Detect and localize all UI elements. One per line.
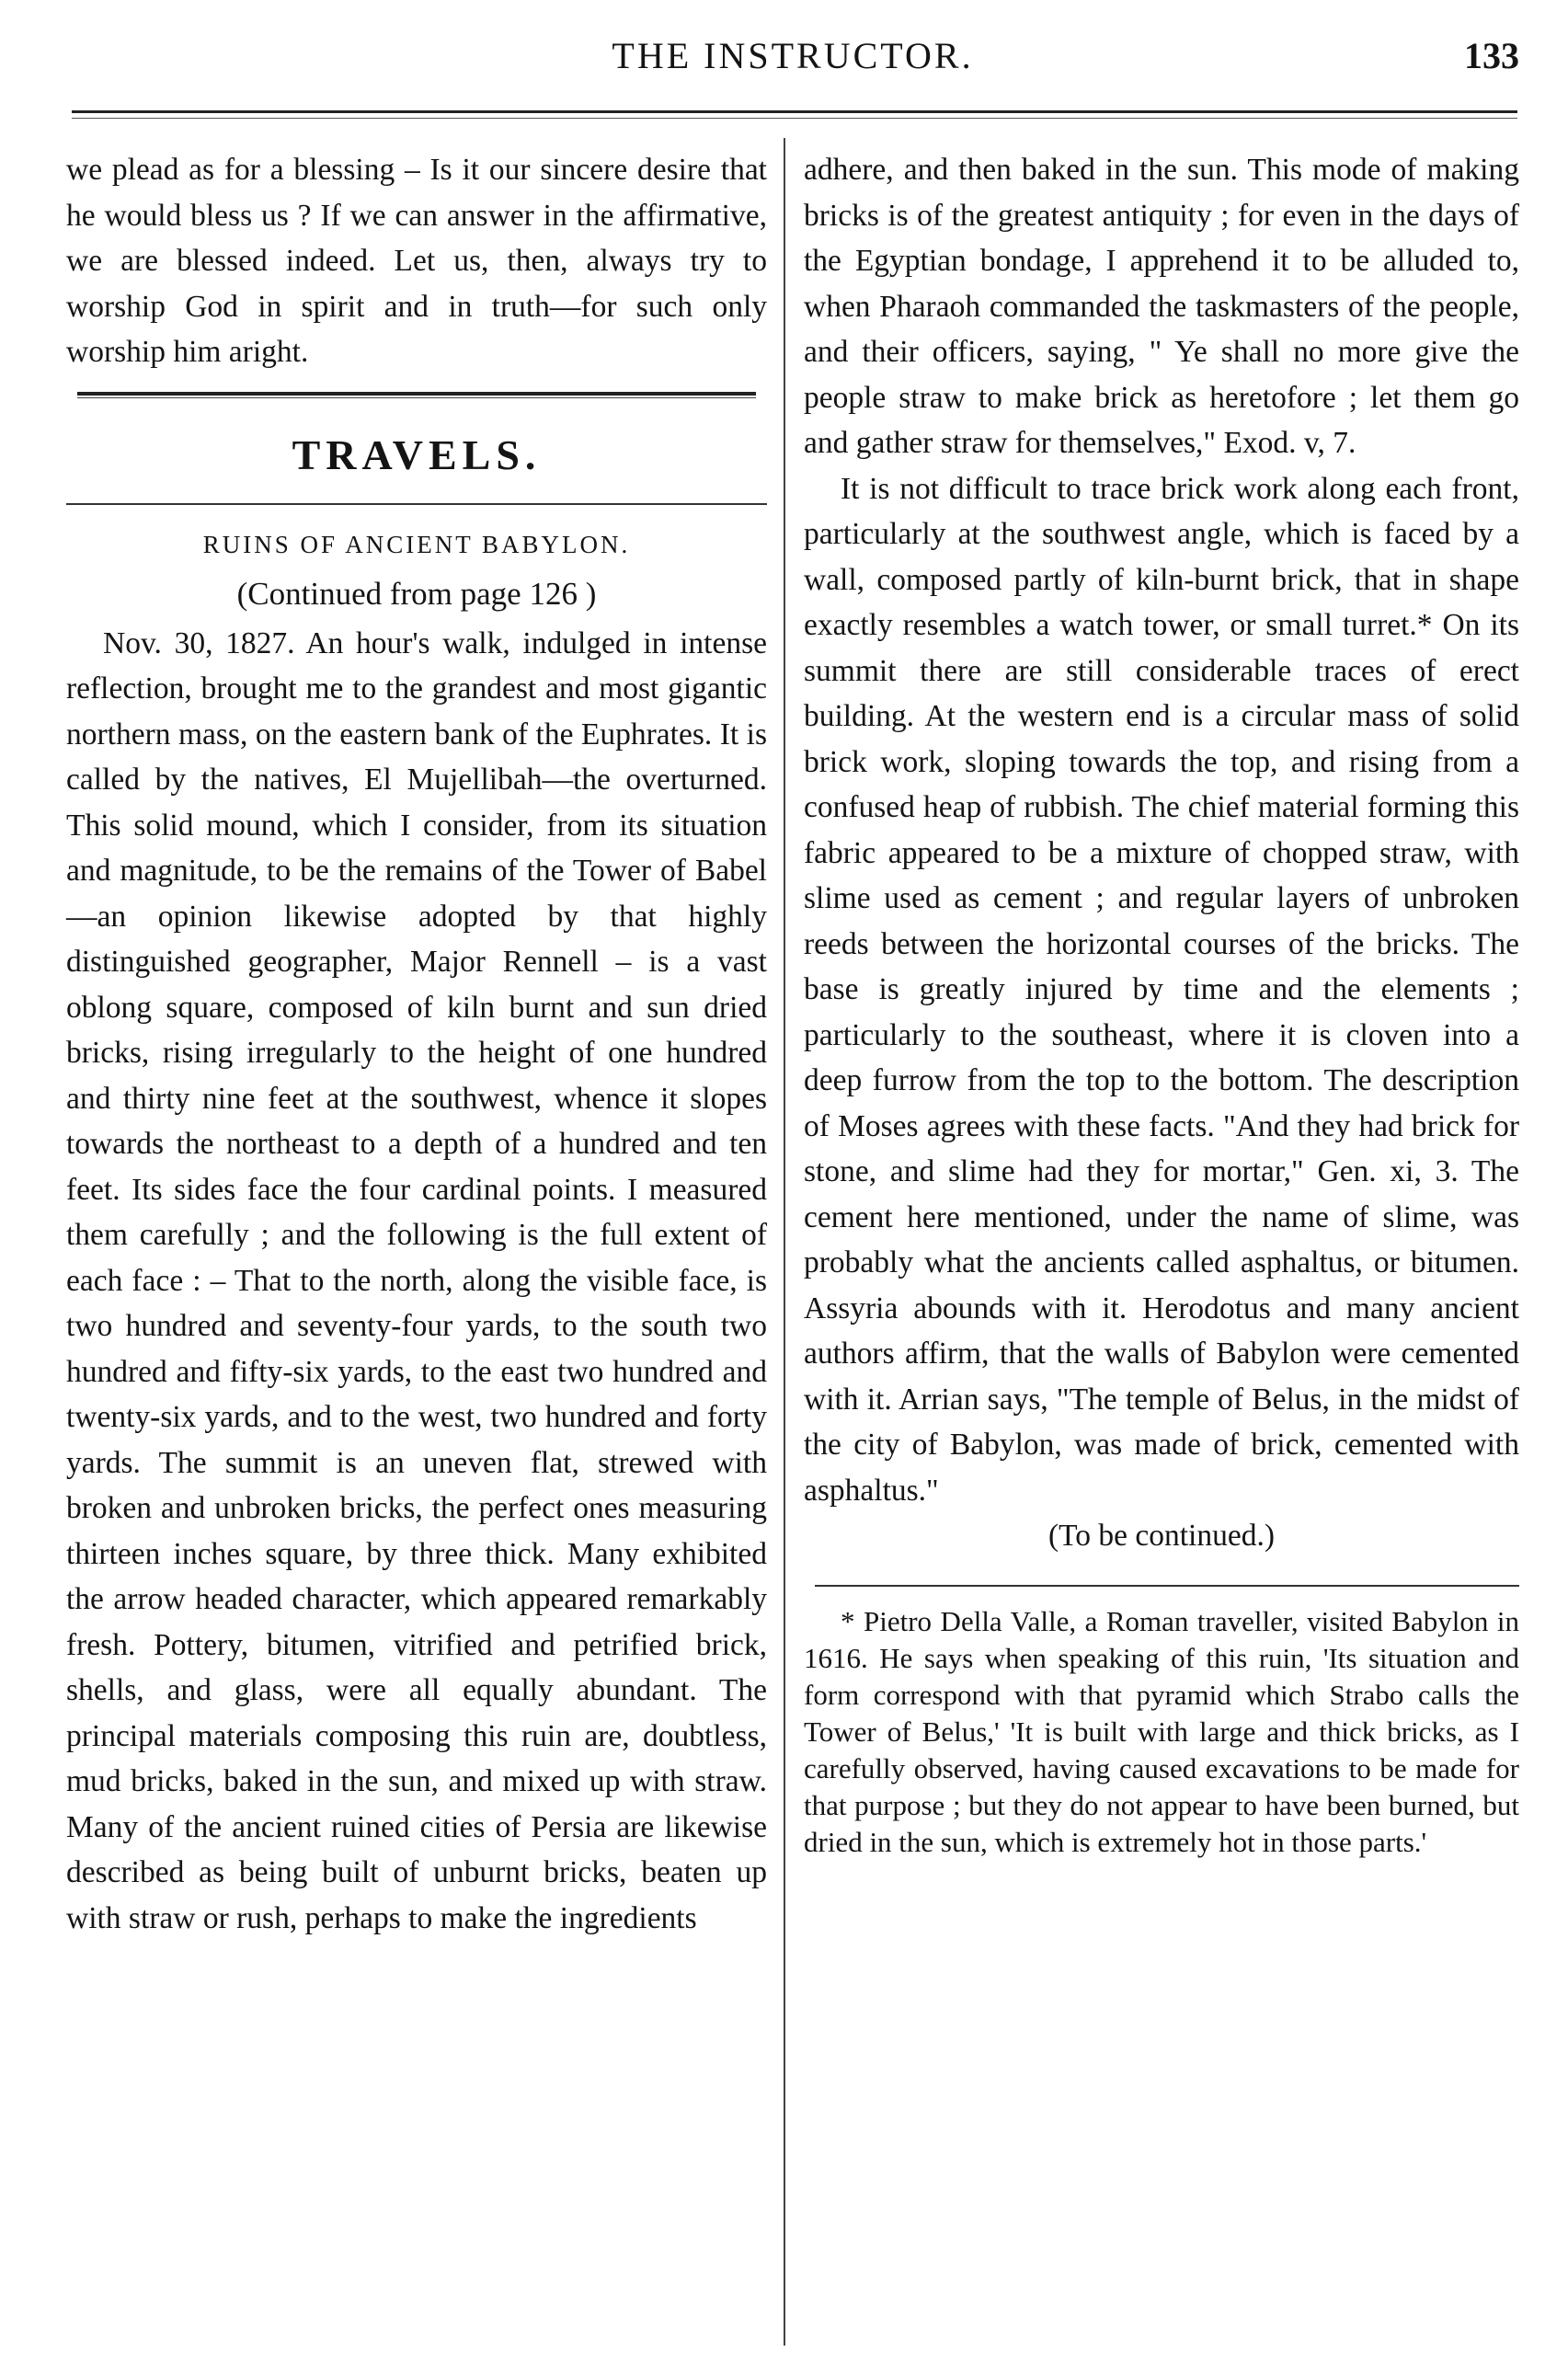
header-rule [72,110,1517,113]
page-header [66,33,1519,88]
page-number: 133 [1464,35,1519,76]
title-rule [66,503,767,505]
article-title: RUINS OF ANCIENT BABYLON. [202,530,631,558]
column-divider [784,138,785,2346]
running-head: THE INSTRUCTOR. [612,35,974,76]
section-title: TRAVELS. [292,430,542,478]
continued-note: (Continued from page 126 ) [236,575,597,612]
left-column [66,147,767,1941]
paragraph-continuation: adhere, and then baked in the sun. This mode of making bricks is of the greatest antiquity ; for even in the days of the Egyptian bondage, I apprehend it to be alluded to, when Pharaoh commanded the taskmasters of the people, and their officers, saying, " Ye shall no more give the people straw to make brick as heretofore ; let them go and gather straw for themselves," Exod. v, 7. [804,153,1519,460]
section-rule-thick [77,392,756,396]
footnote-rule [815,1585,1519,1587]
header-rule-thin [72,118,1517,119]
intro-paragraph: we plead as for a blessing – Is it our sincere desire that he would bless us ? If we can answer in the affirmative, we are blessed indeed. Let us, then, always try to worship God in spirit and in truth—for such only worship him aright. [66,153,767,369]
body-paragraph: Nov. 30, 1827. An hour's walk, indulged in intense reflection, brought me to the grandest and most gigantic northern mass, on the eastern bank of the Euphrates. It is called by the natives, El Mujellibah—the overturned. This solid mound, which I consider, from its situation and magnitude, to be the remains of the Tower of Babel—an opinion likewise adopted by that highly distinguished geographer, Major Rennell – is a vast oblong square, composed of kiln burnt and sun dried bricks, rising irregularly to the height of one hundred and thirty nine feet at the southwest, whence it slopes towards the northeast to a depth of a hundred and ten feet. Its sides face the four cardinal points. I measured them carefully ; and the following is the full extent of each face : – That to the north, along the visible face, is two hundred and seventy-four yards, to the south two hundred and fifty-six yards, to the east two hundred and twenty-six yards, and to the west, two hundred and forty yards. The summit is an uneven flat, strewed with broken and unbroken bricks, the perfect ones measuring thirteen inches square, by three thick. Many exhibited the arrow headed character, which appeared remarkably fresh. Pottery, bitumen, vitrified and petrified brick, shells, and glass, were all equally abundant. The principal materials composing this ruin are, doubtless, mud bricks, baked in the sun, and mixed up with straw. Many of the ancient ruined cities of Persia are likewise described as being built of unburnt bricks, beaten up with straw or rush, perhaps to make the ingredients [66,625,767,1935]
footnote: * Pietro Della Valle, a Roman traveller, visited Babylon in 1616. He says when speaking of this ruin, 'Its situation and form correspond with that pyramid which Strabo calls the Tower of Belus,' 'It is built with large and thick bricks, as I carefully observed, having caused excavations to be made for that purpose ; but they do not appear to have been burned, but dried in the sun, which is extremely hot in those parts.' [804,1604,1519,1858]
section-rule-thin [77,397,756,398]
paragraph-brick-work: It is not difficult to trace brick work along each front, particularly at the southwest angle, which is faced by a wall, composed partly of kiln-burnt brick, that in shape exactly resembles a watch tower, or small turret.* On its summit there are still considerable traces of erect building. At the western end is a circular mass of solid brick work, sloping towards the top, and rising from a confused heap of rubbish. The chief material forming this fabric appeared to be a mixture of chopped straw, with slime used as cement ; and regular layers of unbroken reeds between the horizontal courses of the bricks. The base is greatly injured by time and the elements ; particularly to the southeast, where it is cloven into a deep furrow from the top to the bottom. The description of Moses agrees with these facts. "And they had brick for stone, and slime had they for mortar," Gen. xi, 3. The cement here mentioned, under the name of slime, was probably what the ancients called asphaltus, or bitumen. Assyria abounds with it. Herodotus and many ancient authors affirm, that the walls of Babylon were cemented with it. Arrian says, "The temple of Belus, in the midst of the city of Babylon, was made of brick, cemented with asphaltus." [804,471,1519,1508]
to-be-continued: (To be continued.) [1047,1519,1276,1553]
right-column [804,147,1519,1861]
